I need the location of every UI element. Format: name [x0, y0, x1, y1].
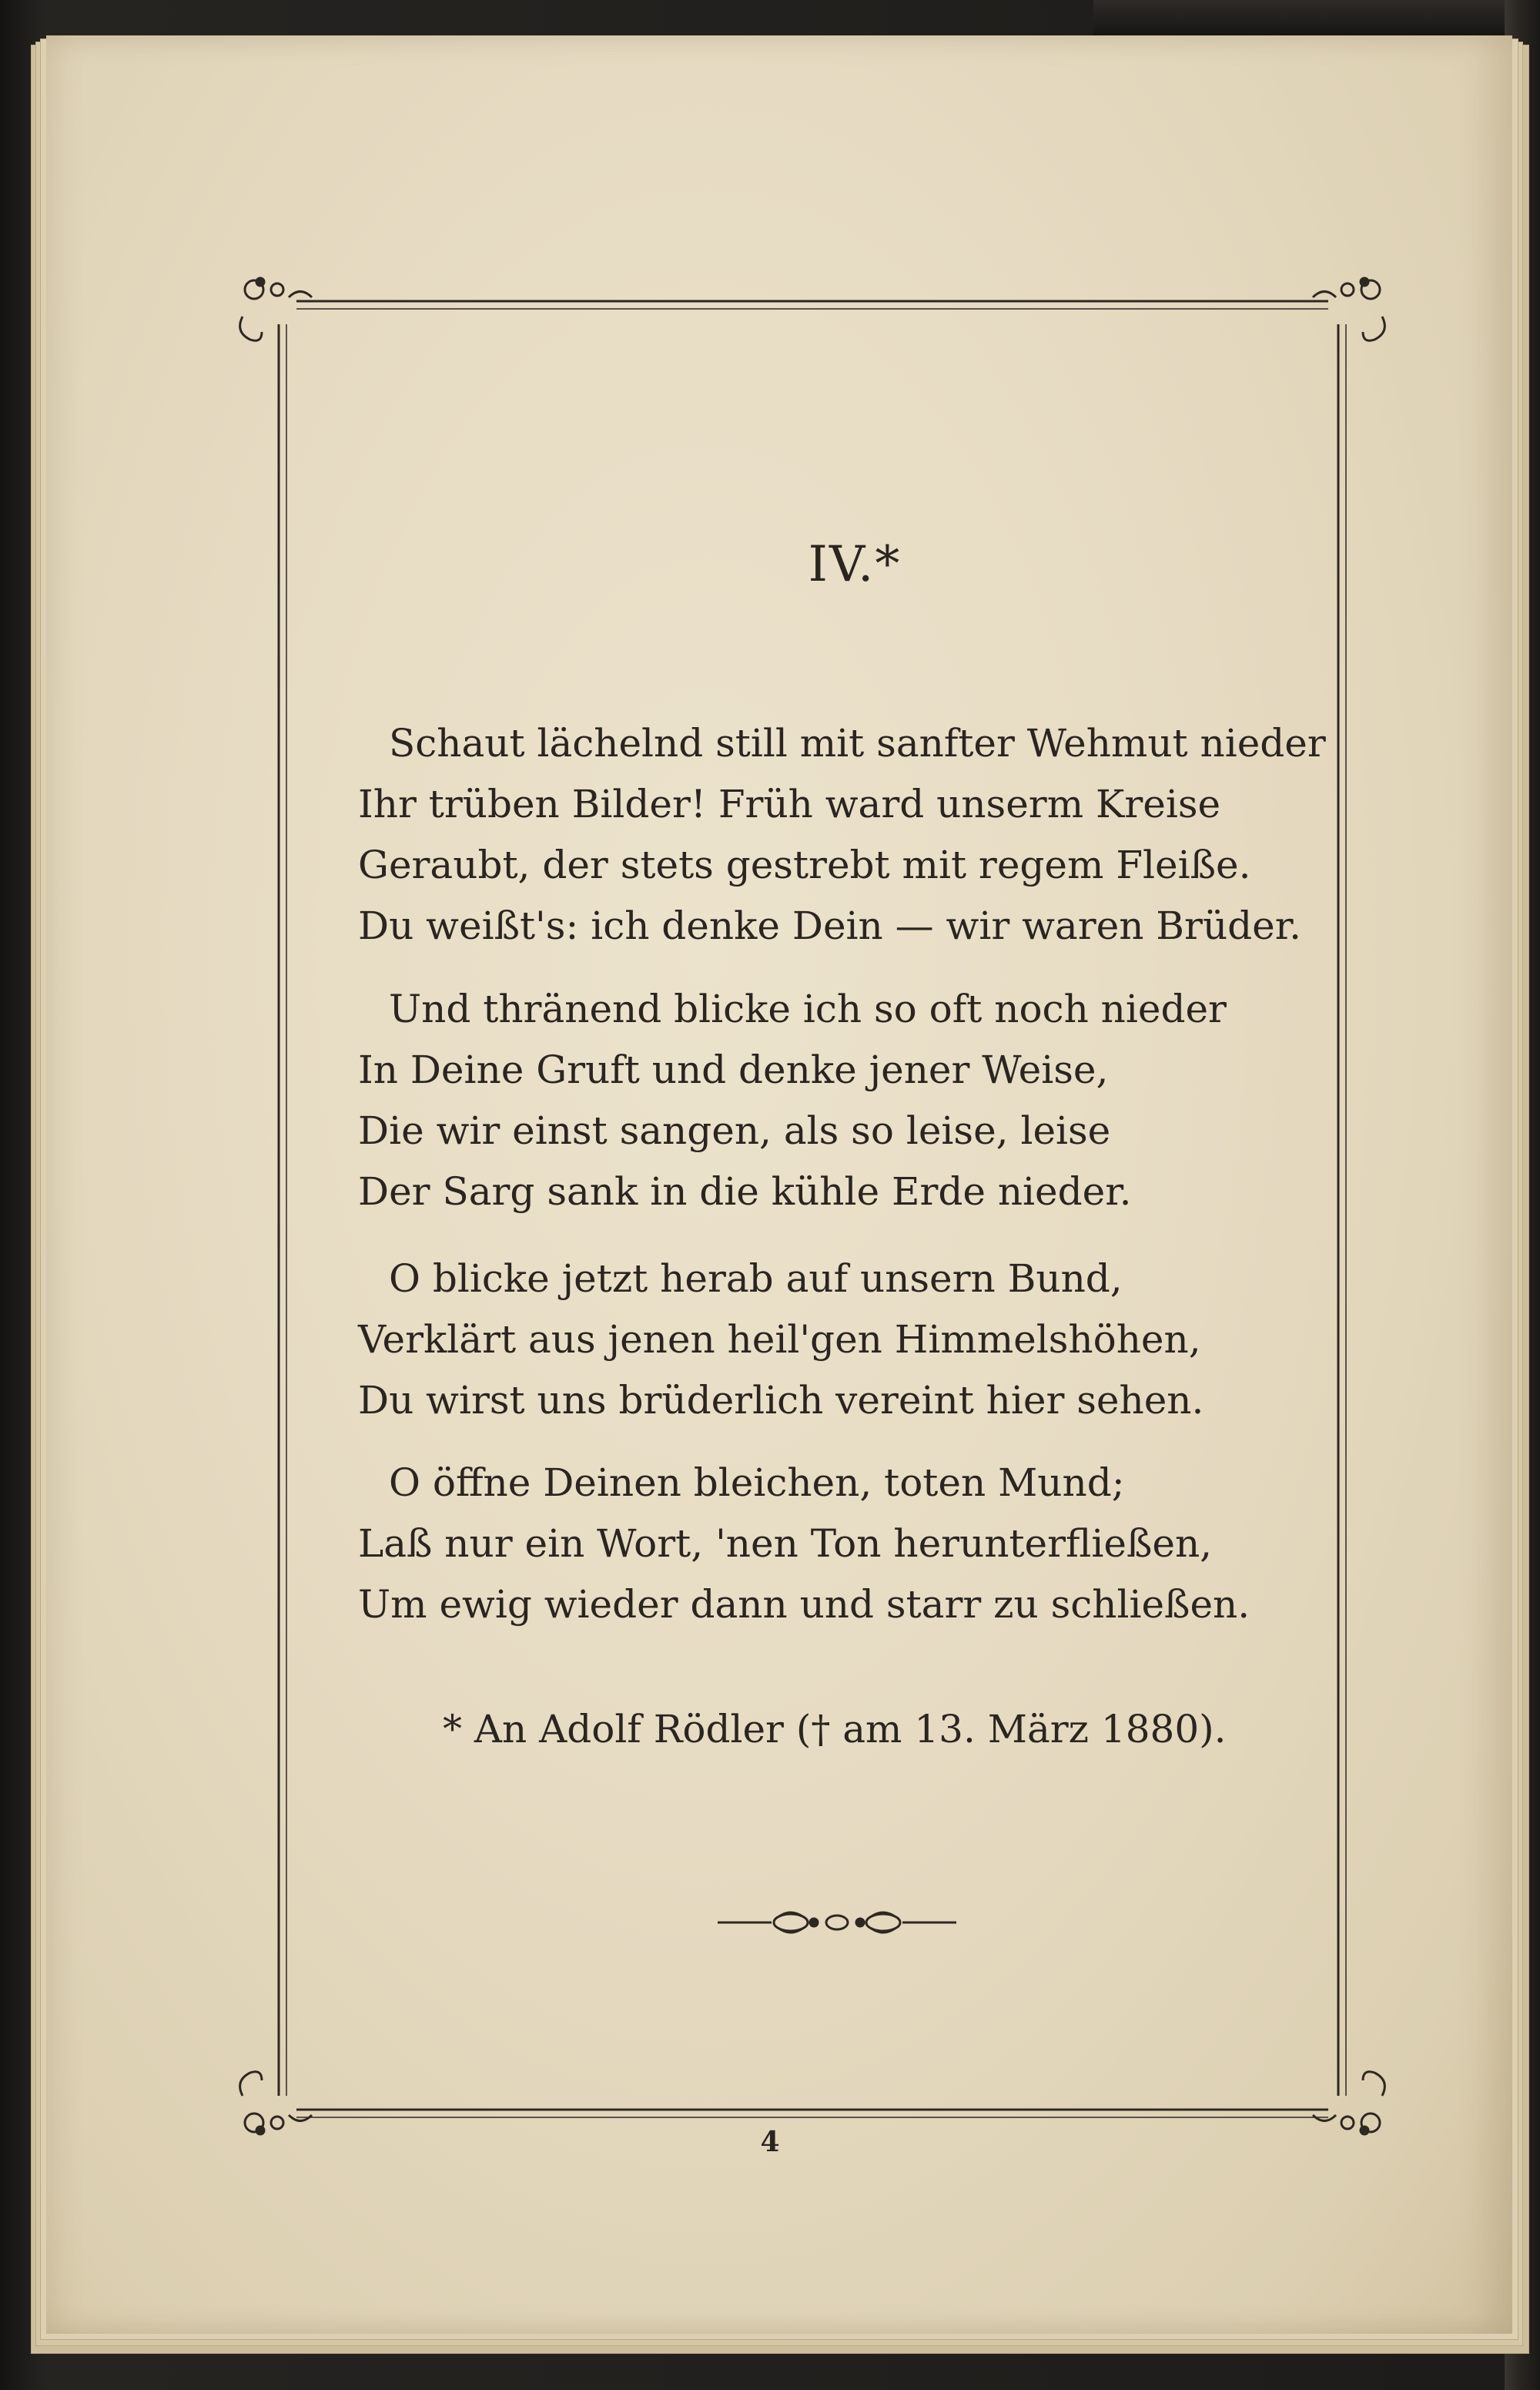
book-page	[46, 35, 1512, 2334]
poem-line: Geraubt, der stets gestrebt mit regem Fleiße.	[358, 843, 1251, 887]
poem-line: Und thränend blicke ich so oft noch nieder	[389, 987, 1227, 1031]
ornamental-corner-icon	[240, 2072, 312, 2134]
poem-line: O blicke jetzt herab auf unsern Bund,	[389, 1256, 1123, 1301]
poem-line: Laß nur ein Wort, 'nen Ton herunterfließen,	[358, 1521, 1213, 1566]
stanza	[335, 713, 1326, 957]
poem-line: O öffne Deinen bleichen, toten Mund;	[389, 1460, 1125, 1505]
poem-line: Du weißt's: ich denke Dein — wir waren Brüder.	[358, 903, 1302, 948]
poem-heading: IV.*	[808, 536, 902, 593]
poem-line: Schaut lächelnd still mit sanfter Wehmut nieder	[389, 721, 1326, 766]
stanza	[335, 1249, 1204, 1431]
poem-line: Um ewig wieder dann und starr zu schließen.	[358, 1582, 1250, 1627]
poem-line: Die wir einst sangen, als so leise, leise	[358, 1108, 1111, 1153]
stanza	[335, 979, 1227, 1222]
poem-line: Der Sarg sank in die kühle Erde nieder.	[358, 1169, 1132, 1214]
stanza	[335, 1453, 1250, 1635]
poem-line: Verklärt aus jenen heil'gen Himmelshöhen,	[358, 1317, 1201, 1362]
poem-line: Du wirst uns brüderlich vereint hier sehen.	[358, 1378, 1204, 1423]
poem-line: In Deine Gruft und denke jener Weise,	[358, 1048, 1109, 1092]
floral-divider-icon	[718, 1907, 956, 1942]
page-number: 4	[760, 2126, 780, 2158]
ornamental-corner-icon	[1313, 2072, 1384, 2134]
poem-line: Ihr trüben Bilder! Früh ward unserm Kreise	[358, 782, 1221, 826]
book-cover-top	[1093, 0, 1540, 39]
footnote: * An Adolf Rödler († am 13. März 1880).	[443, 1707, 1227, 1751]
